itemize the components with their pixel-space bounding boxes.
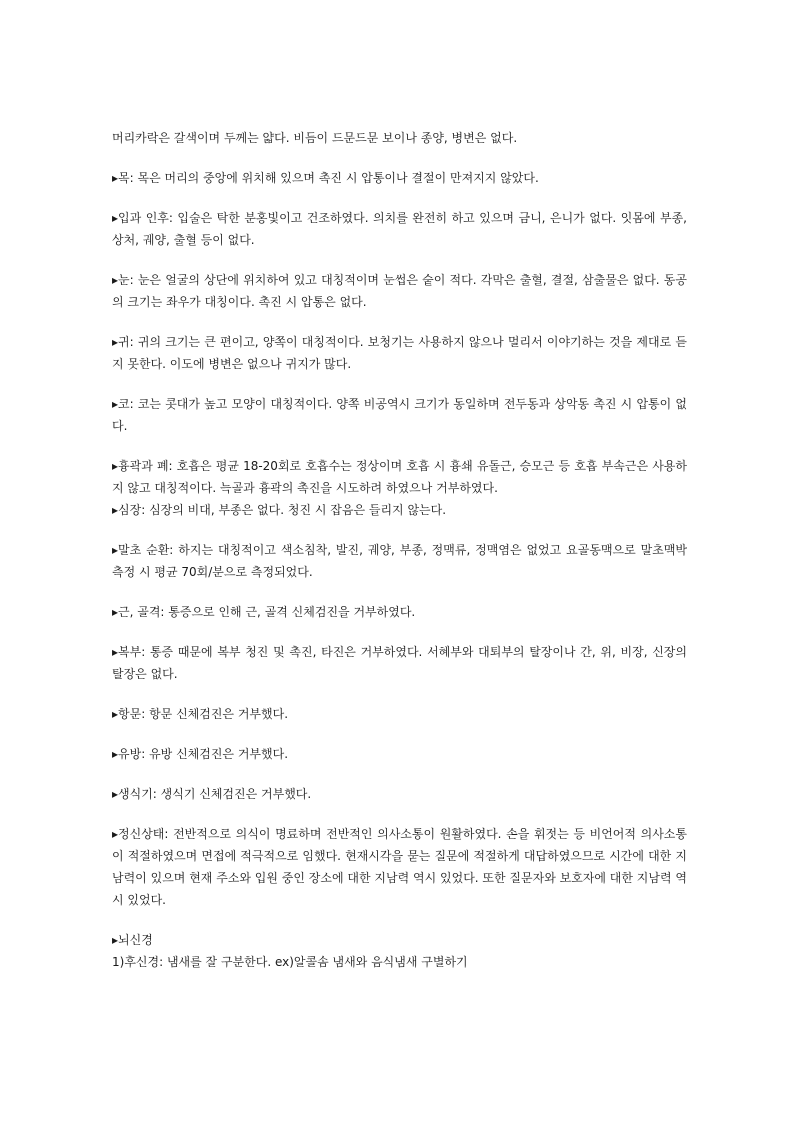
document-page [112,0,691,973]
paragraph-neck: ▸목: 목은 머리의 중앙에 위치해 있으며 촉진 시 압통이나 결절이 만져지지 않았다. [112,171,539,185]
paragraph-chest-heart: ▸흉곽과 폐: 호흡은 평균 18-20회로 호흡수는 정상이며 호흡 시 흉쇄 유돌근, 승모근 등 호흡 부속근은 사용하지 않고 대칭적이다. 늑골과 흉곽의 촉진을 시도하려 하였으나 거부하였다. ▸심장: 심장의 비대, 부종은 없다. 청진 시 잡음은 들리지 않는다. [112,459,687,517]
paragraph-nose: ▸코: 코는 콧대가 높고 모양이 대칭적이다. 양쪽 비공역시 크기가 동일하며 전두동과 상악동 촉진 시 압통이 없다. [112,397,687,433]
paragraph-hair: 머리카락은 갈색이며 두께는 얇다. 비듬이 드문드문 보이나 종양, 병변은 없다. [112,131,518,145]
paragraph-musculoskeletal: ▸근, 골격: 통증으로 인해 근, 골격 신체검진을 거부하였다. [112,605,416,619]
paragraph-genitals: ▸생식기: 생식기 신체검진은 거부했다. [112,787,312,801]
paragraph-mouth: ▸입과 인후: 입술은 탁한 분홍빛이고 건조하였다. 의치를 완전히 하고 있으며 금니, 은니가 없다. 잇몸에 부종, 상처, 궤양, 출혈 등이 없다. [112,211,691,247]
paragraph-eyes: ▸눈: 눈은 얼굴의 상단에 위치하여 있고 대칭적이며 눈썹은 숱이 적다. 각막은 출혈, 결절, 삼출물은 없다. 동공의 크기는 좌우가 대칭이다. 촉진 시 압통은 없다. [112,273,687,309]
paragraph-cranial-nerves: ▸뇌신경 1)후신경: 냄새를 잘 구분한다. ex)알콜솜 냄새와 음식냄새 구별하기 [112,933,468,969]
paragraph-abdomen: ▸복부: 통증 때문에 복부 청진 및 촉진, 타진은 거부하였다. 서혜부와 대퇴부의 탈장이나 간, 위, 비장, 신장의 탈장은 없다. [112,645,691,681]
paragraph-anus: ▸항문: 항문 신체검진은 거부했다. [112,707,289,721]
paragraph-mental-status: ▸정신상태: 전반적으로 의식이 명료하며 전반적인 의사소통이 원활하였다. 손을 휘젓는 등 비언어적 의사소통이 적절하였으며 면접에 적극적으로 임했다. 현재시각을 묻는 질문에 적절하게 대답하였으므로 시간에 대한 지남력이 있으며 현재 주소와 입원 중인 장소에 대한 지남력 역시 있었다. 또한 질문자와 보호자에 대한 지남력 역시 있었다. [112,827,687,907]
paragraph-circulation: ▸말초 순환: 하지는 대칭적이고 색소침착, 발진, 궤양, 부종, 정맥류, 정맥염은 없었고 요골동맥으로 말초맥박 측정 시 평균 70회/분으로 측정되었다. [112,543,691,579]
paragraph-ears: ▸귀: 귀의 크기는 큰 편이고, 양쪽이 대칭적이다. 보청기는 사용하지 않으나 멀리서 이야기하는 것을 제대로 듣지 못한다. 이도에 병변은 없으나 귀지가 많다. [112,335,687,371]
paragraph-breast: ▸유방: 유방 신체검진은 거부했다. [112,747,289,761]
